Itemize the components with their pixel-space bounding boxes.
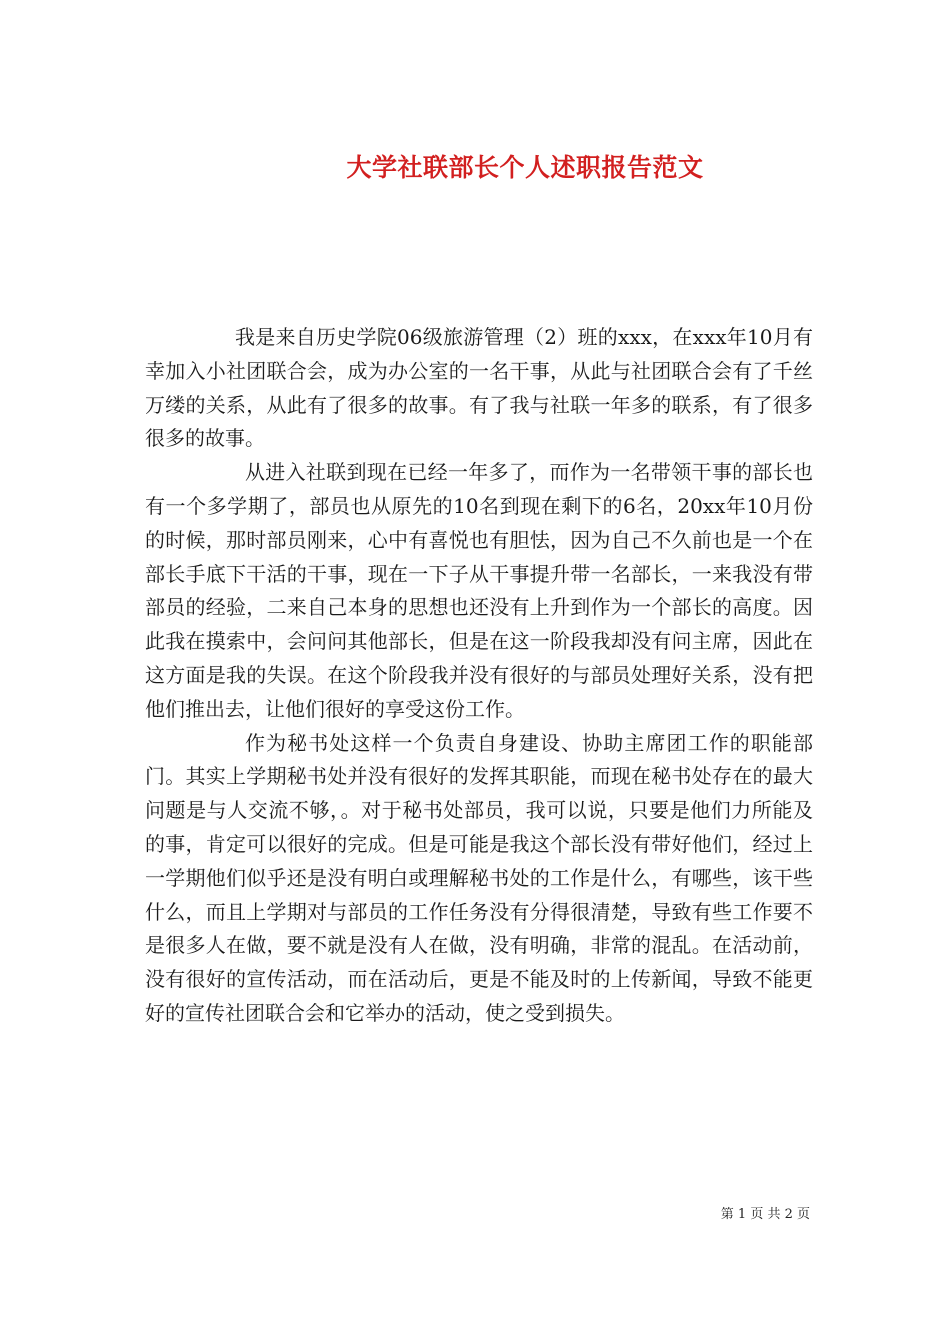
document-body (145, 321, 813, 1031)
paragraph-1: 我是来自历史学院06级旅游管理（2）班的xxx，在xxx年10月有幸加入小社团联合会，成为办公室的一名干事，从此与社团联合会有了千丝万缕的关系，从此有了很多的故事。有了我与社联一年多的联系，有了很多很多的故事。 (145, 325, 813, 451)
document-title: 大学社联部长个人述职报告范文 (346, 152, 704, 182)
paragraph-2: 从进入社联到现在已经一年多了，而作为一名带领干事的部长也有一个多学期了，部员也从原先的10名到现在剩下的6名，20xx年10月份的时候，那时部员刚来，心中有喜悦也有胆怯，因为自己不久前也是一个在部长手底下干活的干事，现在一下子从干事提升带一名部长，一来我没有带部员的经验，二来自己本身的思想也还没有上升到作为一个部长的高度。因此我在摸索中，会问问其他部长，但是在这一阶段我却没有问主席，因此在这方面是我的失误。在这个阶段我并没有很好的与部员处理好关系，没有把他们推出去，让他们很好的享受这份工作。 (145, 460, 813, 721)
paragraph-3: 作为秘书处这样一个负责自身建设、协助主席团工作的职能部门。其实上学期秘书处并没有很好的发挥其职能，而现在秘书处存在的最大问题是与人交流不够，。对于秘书处部员，我可以说，只要是他们力所能及的事，肯定可以很好的完成。但是可能是我这个部长没有带好他们，经过上一学期他们似乎还是没有明白或理解秘书处的工作是什么，有哪些，该干些什么，而且上学期对与部员的工作任务没有分得很清楚，导致有些工作要不是很多人在做，要不就是没有人在做，没有明确，非常的混乱。在活动前，没有很好的宣传活动，而在活动后，更是不能及时的上传新闻，导致不能更好的宣传社团联合会和它举办的活动，使之受到损失。 (145, 730, 813, 1025)
page-number-footer: 第 1 页 共 2 页 (720, 1207, 810, 1222)
